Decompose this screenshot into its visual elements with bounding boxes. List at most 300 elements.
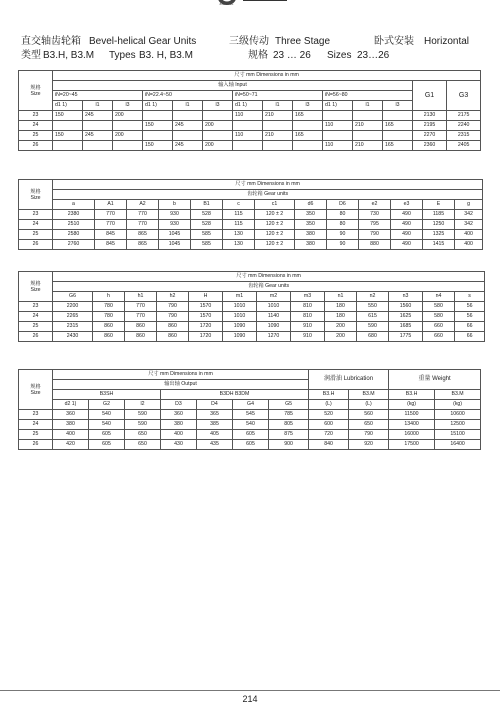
value-cell: 590 (125, 410, 161, 420)
value-cell: 1720 (189, 332, 223, 342)
types-models: B3. H, B3.M (139, 50, 193, 61)
value-cell: 380 (53, 420, 89, 430)
value-cell: 660 (423, 332, 455, 342)
value-cell: 150 (143, 121, 173, 131)
value-cell: 560 (349, 410, 389, 420)
value-cell: 2270 (413, 131, 447, 141)
column-header: D3 (161, 400, 197, 410)
d1-header: d1 1) (233, 101, 263, 111)
value-cell (113, 121, 143, 131)
value-cell: 1010 (257, 302, 291, 312)
value-cell: 650 (125, 430, 161, 440)
brand-logo (205, 0, 305, 6)
value-cell: 110 (323, 141, 353, 151)
type-cn: 类型 (21, 50, 41, 61)
value-cell: 245 (173, 121, 203, 131)
value-cell: 245 (83, 111, 113, 121)
value-cell: 180 (325, 312, 357, 322)
value-cell: 545 (233, 410, 269, 420)
value-cell: 860 (125, 332, 157, 342)
value-cell: 580 (423, 302, 455, 312)
value-cell: 770 (125, 312, 157, 322)
value-cell: 860 (157, 322, 189, 332)
value-cell: 585 (191, 240, 223, 250)
l3-header: l3 (113, 101, 143, 111)
table-row (19, 322, 485, 332)
table-row (19, 131, 481, 141)
value-cell: 115 (223, 220, 255, 230)
value-cell: 430 (161, 440, 197, 450)
value-cell: 1090 (257, 322, 291, 332)
value-cell: 120 ± 2 (255, 240, 295, 250)
value-cell: 400 (161, 430, 197, 440)
value-cell: 490 (391, 230, 423, 240)
value-cell: 2200 (53, 302, 93, 312)
value-cell (323, 131, 353, 141)
table-row (19, 410, 481, 420)
value-cell: 520 (309, 410, 349, 420)
value-cell: 680 (357, 332, 389, 342)
column-header: l2 (125, 400, 161, 410)
value-cell: 350 (295, 210, 327, 220)
d1-header: d1 1) (323, 101, 353, 111)
value-cell: 1140 (257, 312, 291, 322)
value-cell: 660 (423, 322, 455, 332)
value-cell: 590 (125, 420, 161, 430)
value-cell: 1010 (223, 312, 257, 322)
column-header: h1 (125, 292, 157, 302)
weight-header: 重量 Weight (389, 370, 481, 390)
size-cell: 25 (19, 322, 53, 332)
value-cell: 11500 (389, 410, 435, 420)
gear-table-2-body (19, 302, 485, 342)
value-cell: 780 (93, 302, 125, 312)
column-header: m1 (223, 292, 257, 302)
column-header: m3 (291, 292, 325, 302)
size-cell: 25 (19, 131, 53, 141)
value-cell: 15100 (435, 430, 481, 440)
value-cell: 605 (233, 430, 269, 440)
size-header: 规格 Size (19, 71, 53, 111)
column-header: G2 (89, 400, 125, 410)
gear-unit-dimensions-table-1 (18, 179, 483, 250)
value-cell: 120 ± 2 (255, 210, 295, 220)
value-cell (53, 121, 83, 131)
value-cell: 585 (191, 230, 223, 240)
sizes-range: 23…26 (357, 50, 390, 61)
svg-text:JUSHANG: JUSHANG (219, 2, 234, 6)
stage-cn: 三级传动 (229, 36, 269, 47)
size-cell: 23 (19, 210, 53, 220)
value-cell: 875 (269, 430, 309, 440)
value-cell: 66 (455, 322, 485, 332)
table-row (19, 230, 483, 240)
value-cell: 200 (325, 322, 357, 332)
value-cell: 860 (93, 332, 125, 342)
column-header: c (223, 200, 255, 210)
value-cell: 165 (383, 121, 413, 131)
value-cell: 490 (391, 220, 423, 230)
d1-header: d1 1) (53, 101, 83, 111)
value-cell: 210 (353, 121, 383, 131)
value-cell: 2265 (53, 312, 93, 322)
value-cell: 590 (357, 322, 389, 332)
ratio-range-3: iN=50~71 (233, 91, 323, 101)
value-cell: 400 (53, 430, 89, 440)
l1-header: l1 (263, 101, 293, 111)
value-cell: 245 (173, 141, 203, 151)
value-cell: 528 (191, 220, 223, 230)
value-cell: 770 (127, 220, 159, 230)
column-header: (L) (349, 400, 389, 410)
ratio-range-1: iN=20~45 (53, 91, 143, 101)
size-header: 规格 Size (19, 370, 53, 410)
column-header: e2 (359, 200, 391, 210)
input-shaft-header: 输入轴 Input (53, 81, 413, 91)
size-cell: 24 (19, 121, 53, 131)
value-cell: 845 (95, 230, 127, 240)
value-cell: 360 (53, 410, 89, 420)
column-header: n2 (357, 292, 389, 302)
value-cell: 420 (53, 440, 89, 450)
value-cell: 490 (391, 240, 423, 250)
value-cell: 805 (269, 420, 309, 430)
column-header: e3 (391, 200, 423, 210)
input-dimensions-table (18, 70, 481, 151)
l3-header: l3 (383, 101, 413, 111)
column-header: (kg) (389, 400, 435, 410)
value-cell: 1045 (159, 240, 191, 250)
stage-en: Three Stage (275, 36, 331, 47)
value-cell: 540 (89, 420, 125, 430)
output-shaft-header: 输出轴 Output (53, 380, 309, 390)
column-header: m2 (257, 292, 291, 302)
value-cell: 840 (309, 440, 349, 450)
value-cell: 245 (83, 131, 113, 141)
g1-header: G1 (413, 81, 447, 111)
value-cell: 2240 (447, 121, 481, 131)
table-row (19, 141, 481, 151)
value-cell: 550 (357, 302, 389, 312)
value-cell: 120 ± 2 (255, 220, 295, 230)
value-cell: 528 (191, 210, 223, 220)
table-row (19, 240, 483, 250)
value-cell: 90 (327, 230, 359, 240)
value-cell: 900 (269, 440, 309, 450)
value-cell: 865 (127, 240, 159, 250)
size-cell: 25 (19, 230, 53, 240)
input-table-body (19, 111, 481, 151)
value-cell: 210 (263, 111, 293, 121)
value-cell (143, 131, 173, 141)
value-cell: 365 (197, 410, 233, 420)
column-header: a (53, 200, 95, 210)
output-table-body (19, 410, 481, 450)
value-cell: 2175 (447, 111, 481, 121)
value-cell (233, 121, 263, 131)
value-cell: 150 (143, 141, 173, 151)
page-number: 214 (242, 694, 258, 704)
value-cell: 770 (127, 210, 159, 220)
value-cell: 13400 (389, 420, 435, 430)
value-cell: 180 (325, 302, 357, 312)
size-header: 规格 Size (19, 272, 53, 302)
value-cell: 1185 (423, 210, 455, 220)
table-row (19, 312, 485, 322)
value-cell: 1325 (423, 230, 455, 240)
value-cell: 210 (353, 141, 383, 151)
value-cell: 770 (125, 302, 157, 312)
value-cell: 66 (455, 332, 485, 342)
lube-b3m-header: B3.M (349, 390, 389, 400)
table-row (19, 332, 485, 342)
ratio-range-4: iN=56~80 (323, 91, 413, 101)
column-header: d2 1) (53, 400, 89, 410)
size-cell: 23 (19, 302, 53, 312)
column-header: G4 (233, 400, 269, 410)
value-cell (323, 111, 353, 121)
value-cell (233, 141, 263, 151)
value-cell: 400 (455, 240, 483, 250)
value-cell: 200 (325, 332, 357, 342)
table-row (19, 210, 483, 220)
value-cell: 150 (53, 111, 83, 121)
value-cell (263, 121, 293, 131)
value-cell: 16000 (389, 430, 435, 440)
footer-rule (0, 690, 500, 691)
sizes-label: Sizes (327, 50, 352, 61)
value-cell: 860 (125, 322, 157, 332)
value-cell: 1570 (189, 302, 223, 312)
value-cell: 790 (359, 230, 391, 240)
g3-header: G3 (447, 81, 481, 111)
weight-b3m-header: B3.M (435, 390, 481, 400)
dimensions-caption: 尺寸 mm Dimensions in mm (53, 370, 309, 380)
value-cell: 770 (95, 220, 127, 230)
value-cell: 1625 (389, 312, 423, 322)
value-cell: 110 (323, 121, 353, 131)
value-cell: 2430 (53, 332, 93, 342)
type-models: B3.H, B3.M (43, 50, 95, 61)
size-cell: 24 (19, 420, 53, 430)
value-cell: 380 (161, 420, 197, 430)
value-cell: 2315 (53, 322, 93, 332)
b3dh-b3dm-header: B3DH B3DM (161, 390, 309, 400)
value-cell: 130 (223, 230, 255, 240)
value-cell: 385 (197, 420, 233, 430)
value-cell: 210 (263, 131, 293, 141)
value-cell: 150 (53, 131, 83, 141)
value-cell (293, 121, 323, 131)
value-cell: 790 (157, 302, 189, 312)
value-cell: 435 (197, 440, 233, 450)
value-cell (353, 131, 383, 141)
size-cell: 23 (19, 111, 53, 121)
l1-header: l1 (83, 101, 113, 111)
column-header: E (423, 200, 455, 210)
mount-cn: 卧式安装 (374, 36, 414, 47)
value-cell: 910 (291, 322, 325, 332)
value-cell: 165 (383, 141, 413, 151)
gear-unit-dimensions-table-2 (18, 271, 485, 342)
l1-header: l1 (173, 101, 203, 111)
value-cell: 80 (327, 220, 359, 230)
column-headers (19, 292, 485, 302)
value-cell: 115 (223, 210, 255, 220)
value-cell: 920 (349, 440, 389, 450)
value-cell: 10600 (435, 410, 481, 420)
spec-cn: 规格 (248, 50, 268, 61)
column-header: g (455, 200, 483, 210)
value-cell: 605 (89, 440, 125, 450)
value-cell: 2380 (53, 210, 95, 220)
value-cell: 2195 (413, 121, 447, 131)
table-row (19, 430, 481, 440)
ratio-range-2: iN=22.4~50 (143, 91, 233, 101)
value-cell: 880 (359, 240, 391, 250)
value-cell: 2580 (53, 230, 95, 240)
column-header: h2 (157, 292, 189, 302)
value-cell: 605 (233, 440, 269, 450)
l1-header: l1 (353, 101, 383, 111)
table-row (19, 220, 483, 230)
value-cell: 1010 (223, 302, 257, 312)
column-header: h (93, 292, 125, 302)
value-cell: 200 (113, 111, 143, 121)
value-cell (203, 131, 233, 141)
value-cell: 1775 (389, 332, 423, 342)
value-cell: 400 (455, 230, 483, 240)
value-cell (83, 121, 113, 131)
lube-b3h-header: B3.H (309, 390, 349, 400)
value-cell (173, 131, 203, 141)
value-cell: 720 (309, 430, 349, 440)
value-cell: 790 (349, 430, 389, 440)
value-cell: 1270 (257, 332, 291, 342)
b3sh-header: B3SH (53, 390, 161, 400)
value-cell: 780 (93, 312, 125, 322)
value-cell: 1250 (423, 220, 455, 230)
size-cell: 26 (19, 332, 53, 342)
column-header: n3 (389, 292, 423, 302)
value-cell: 2405 (447, 141, 481, 151)
value-cell: 540 (233, 420, 269, 430)
value-cell: 2510 (53, 220, 95, 230)
value-cell: 17500 (389, 440, 435, 450)
column-header: A2 (127, 200, 159, 210)
value-cell: 56 (455, 312, 485, 322)
column-header: d6 (295, 200, 327, 210)
value-cell: 1570 (189, 312, 223, 322)
value-cell: 860 (93, 322, 125, 332)
column-header: (L) (309, 400, 349, 410)
table-row (19, 420, 481, 430)
value-cell: 615 (357, 312, 389, 322)
spec-range: 23 … 26 (273, 50, 311, 61)
value-cell: 200 (203, 121, 233, 131)
column-header: s (455, 292, 485, 302)
value-cell: 865 (127, 230, 159, 240)
column-header: n4 (423, 292, 455, 302)
value-cell: 110 (233, 111, 263, 121)
value-cell (113, 141, 143, 151)
size-cell: 26 (19, 240, 53, 250)
table-row (19, 440, 481, 450)
value-cell: 730 (359, 210, 391, 220)
value-cell (383, 131, 413, 141)
value-cell (53, 141, 83, 151)
l3-header: l3 (293, 101, 323, 111)
dimensions-caption: 尺寸 mm Dimensions in mm (53, 180, 483, 190)
column-header: (kg) (435, 400, 481, 410)
column-header: A1 (95, 200, 127, 210)
value-cell: 1045 (159, 230, 191, 240)
value-cell: 2130 (413, 111, 447, 121)
value-cell: 130 (223, 240, 255, 250)
value-cell: 910 (291, 332, 325, 342)
size-header: 规格 Size (19, 180, 53, 210)
value-cell: 795 (359, 220, 391, 230)
size-cell: 25 (19, 430, 53, 440)
value-cell: 930 (159, 210, 191, 220)
value-cell: 56 (455, 302, 485, 312)
value-cell: 930 (159, 220, 191, 230)
value-cell: 580 (423, 312, 455, 322)
value-cell (263, 141, 293, 151)
value-cell: 342 (455, 210, 483, 220)
gear-units-header: 齿轮箱 Gear units (53, 190, 483, 200)
value-cell: 360 (161, 410, 197, 420)
column-header: G5 (269, 400, 309, 410)
value-cell: 165 (293, 131, 323, 141)
value-cell: 165 (293, 111, 323, 121)
lubrication-header: 润滑油 Lubrication (309, 370, 389, 390)
value-cell: 350 (295, 220, 327, 230)
value-cell: 90 (327, 240, 359, 250)
column-header: n1 (325, 292, 357, 302)
value-cell: 2360 (413, 141, 447, 151)
table-row (19, 302, 485, 312)
value-cell: 605 (89, 430, 125, 440)
value-cell (293, 141, 323, 151)
d1-header: d1 1) (143, 101, 173, 111)
column-header: G6 (53, 292, 93, 302)
value-cell: 810 (291, 302, 325, 312)
column-header: b (159, 200, 191, 210)
value-cell: 405 (197, 430, 233, 440)
value-cell: 342 (455, 220, 483, 230)
table-row (19, 111, 481, 121)
value-cell: 200 (203, 141, 233, 151)
value-cell: 120 ± 2 (255, 230, 295, 240)
mount-en: Horizontal (424, 36, 470, 47)
size-cell: 24 (19, 312, 53, 322)
value-cell: 110 (233, 131, 263, 141)
value-cell: 650 (349, 420, 389, 430)
value-cell: 845 (95, 240, 127, 250)
value-cell: 12500 (435, 420, 481, 430)
value-cell (143, 111, 173, 121)
column-header: B1 (191, 200, 223, 210)
output-lubrication-weight-table (18, 369, 481, 450)
value-cell: 860 (157, 332, 189, 342)
title-en: Bevel-helical Gear Units (89, 36, 197, 47)
value-cell: 2315 (447, 131, 481, 141)
value-cell: 600 (309, 420, 349, 430)
weight-b3h-header: B3.H (389, 390, 435, 400)
column-header: H (189, 292, 223, 302)
value-cell: 16400 (435, 440, 481, 450)
